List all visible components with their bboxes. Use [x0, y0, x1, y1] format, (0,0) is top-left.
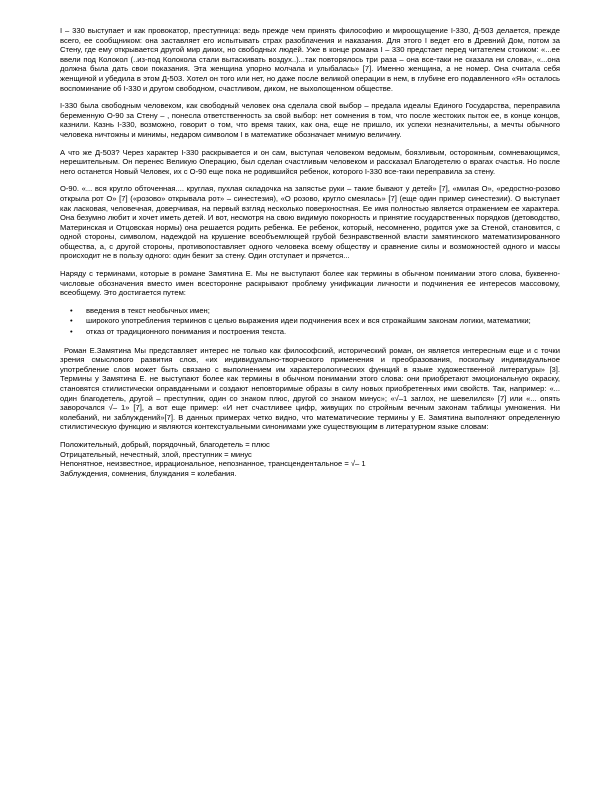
paragraph-o90: О-90. «... вся кругло обточенная.... круглая, пухлая складочка на запястье руки – такие бывают у детей» [7], «милая О», «редостно-розово открыла рот О» [7] («розово» открывала рот» – синестезия), «О розово, кругло смеялась» [7] (еще один пример синестезии). О выступает как ласковая, человечная, доверчивая, на первый взгляд несколько поверхностная. Ее имя полностью является отражением ее характера. Она безумно любит и хочет иметь детей. И вот, несмотря на свою видимую покорность и принятие государственных порядков (детоводство, Материнская и Отцовская нормы) она решается родить ребенка. Ее ребенок, который, несомненно, родится уже за Стеной, становится, с одной стороны, символом, надеждой на крушение всеобъемлющей грубой безнравственной власти замятинского математизированного общества, а, с другой стороны, противопоставляет одного человека всему обществу и сравнение силы и возможностей одного и массы происходит не в пользу одного: один бежит за стену. Один отступает и прячется... [60, 184, 560, 261]
paragraph-d503: А что же Д-503? Через характер I-330 раскрывается и он сам, выступая человеком ведомым, боязливым, осторожным, сомневающимся, нерешительным. Он перенес Великую Операцию, был сделан счастливым человеком и рассказал Благодетелю о врагах счастья. Но после него останется Новый Человек, их с О-90 еще пока не родившийся ребенок, которого I-330 все-таки переправила за стену. [60, 147, 560, 176]
paragraph-novel-terms: Роман Е.Замятина Мы представляет интерес не только как философский, исторический роман, он является интересным еще и с точки зрения смыслового развития слов, «их индивидуально-творческого применения и преобразования, поскольку индивидуальное употребление слов может быть связано с выполнением им характерологических функций в языке художественной литературы» [3]. Термины у Замятина Е. не выступают более как термины в обычном понимании этого слова: они приобретают эмоциональную окраску, становятся стилистически оправданными и создают неповторимые образы в силу новых приобретенных ими свойств. Так, например: «... один благодетель, другой – преступник, один со знаком плюс, другой со знаком минус»; «√–1 заглох, не шевелился» [7] или «... опять заворочался √– 1» [7], а вот еще пример: «И нет счастливее цифр, живущих по стройным вечным законам таблицы умножения. Ни колебаний, ни заблуждений»[7]. В данных примерах четко видно, что математические термины у Е. Замятина выполняют определенную стилистическую функцию и являются контекстуальными синонимами уже существующим в литературном языке словам: [60, 345, 560, 432]
formula-line: Положительный, добрый, порядочный, благодетель = плюс [60, 439, 270, 449]
paragraph-terms-intro: Наряду с терминами, которые в романе Замятина Е. Мы не выступают более как термины в обычном понимании этого слова, буквенно-числовые обозначения вместо имен всесторонне раскрывают проблему унификации личности и подчинения ее интересов массовому, всеобщему. Это достигается путем: [60, 269, 560, 298]
formula-line: Заблуждения, сомнения, блуждания = колебания. [60, 468, 237, 478]
list-item: • введения в текст необычных имен; [86, 306, 560, 316]
paragraph-i330-free-person: I-330 была свободным человеком, как свободный человек она сделала свой выбор – предала идеалы Единого Государства, переправила беременную О-90 за Стену – , понесла ответственность за свой выбор: нет сомнения в том, что после жестоких пыток ее, в конце концов, казнили. Казнь I-330, возможно, говорит о том, что время таких, как она, еще не пришло, их успехи незначительны, а мечты обычного человека ничтожны и минимы, недаром символом I в математике обозначает мнимую величину. [60, 101, 560, 139]
formula-line: Отрицательный, нечестный, злой, преступник = минус [60, 449, 252, 459]
list-item: • отказ от традиционного понимания и построения текста. [86, 327, 560, 337]
list-item: • широкого употребления терминов с целью выражения идеи подчинения всех и вся строжайшим законам логики, математики; [86, 316, 560, 326]
paragraph-i330-provocateur: I – 330 выступает и как провокатор, преступница: ведь прежде чем принять философию и мироощущение I-330, Д-503 делается, прежде всего, ее сообщником: она заставляет его испытывать страх разоблачения и наказания. Для этого I ведет его в Древний Дом, потом за Стену, где ему открывается другой мир диких, но свободных людей. Уже в конце романа I – 330 предстает перед читателем стоиком: «...ее ввели под Колокол (..из-под Колокола стали вытаскивать воздух..)...так повторялось три раза – она все-таки не сказала ни слова», «...она должна была дать свои показания. Эта женщина упорно молчала и улыбалась» [7]. Именно женщина, а не номер. Она считала себя женщиной и убедила в этом Д-503. Хотел он того или нет, но даже после великой операции в нем, в глубине его подавленного «Я» осталось воспоминание об I-330 и другом свободном, счастливом, диком, не выхолощенном обществе. [60, 26, 560, 93]
document-page [60, 26, 560, 478]
bullet-list [60, 306, 560, 337]
formula-line: Непонятное, неизвестное, иррациональное, непознанное, трансцендентальное = √– 1 [60, 459, 366, 469]
